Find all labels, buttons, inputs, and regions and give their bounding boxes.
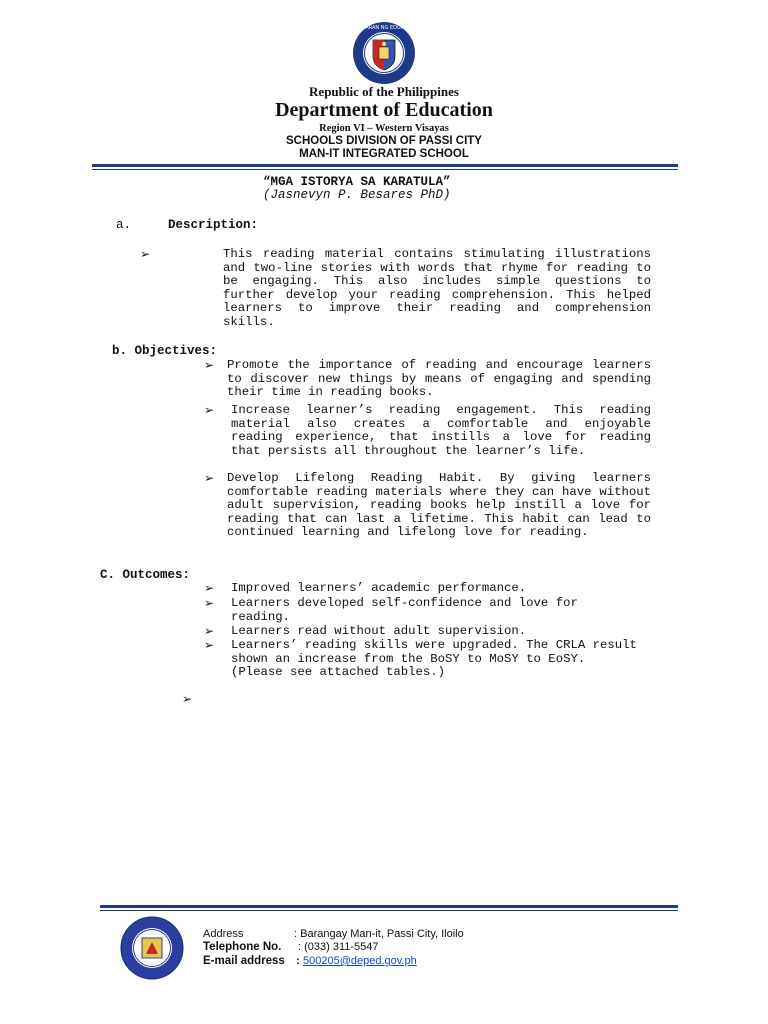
- email-label: E-mail address: [203, 955, 285, 967]
- objective-bullet: ➢: [204, 358, 215, 372]
- description-heading: Description:: [168, 218, 259, 232]
- outcome-item: Learners’ reading skills were upgraded. The CRLA result shown an increase from the BoSY to MoSY to EoSY. (Please see attached tables.): [231, 638, 637, 680]
- objective-bullet: ➢: [204, 403, 215, 417]
- trailing-bullet: ➢: [182, 692, 193, 706]
- objective-item: Promote the importance of reading and encourage learners to discover new things by means of engaging and spending their time in reading books.: [227, 358, 651, 400]
- svg-text:KAGAWARAN NG EDUKASYON: KAGAWARAN NG EDUKASYON: [347, 25, 421, 31]
- outcome-item: Learners developed self-confidence and love for reading.: [231, 596, 578, 624]
- outcome-bullet: ➢: [204, 638, 215, 652]
- header-region: Region VI – Western Visayas: [319, 123, 449, 134]
- description-bullet: ➢: [140, 247, 151, 261]
- address-label: Address: [203, 928, 244, 940]
- doc-title: “MGA ISTORYA SA KARATULA”: [263, 175, 451, 189]
- header-republic: Republic of the Philippines: [309, 84, 459, 99]
- header-school: MAN-IT INTEGRATED SCHOOL: [299, 148, 469, 160]
- description-heading-letter: a.: [116, 218, 132, 232]
- outcome-item: Improved learners’ academic performance.: [231, 581, 527, 595]
- outcome-item: Learners read without adult supervision.: [231, 624, 527, 638]
- header-division: SCHOOLS DIVISION OF PASSI CITY: [286, 135, 482, 147]
- footer-rule: [100, 905, 678, 908]
- doc-author: (Jasnevyn P. Besares PhD): [263, 188, 451, 202]
- email-link[interactable]: 500205@deped.gov.ph: [303, 955, 417, 967]
- objective-item: Develop Lifelong Reading Habit. By giving learners comfortable reading materials where they can have without adult supervision, reading books help instill a love for reading that can last a lifetime. This habit can lead to continued learning and lifelong love for reading.: [227, 471, 651, 540]
- email-separator: :: [296, 955, 300, 967]
- telephone-label: Telephone No.: [203, 941, 282, 953]
- header-rule-thin: [92, 169, 678, 170]
- telephone-value: : (033) 311-5547: [298, 941, 379, 953]
- footer-rule-thin: [100, 910, 678, 911]
- school-seal: [120, 916, 184, 980]
- objective-item: Increase learner’s reading engagement. This reading material also creates a comfortable and enjoyable reading experience, that instills a love for reading that persists all throughout the learner’s life.: [231, 403, 651, 458]
- objectives-heading: b. Objectives:: [112, 344, 218, 358]
- header-department: Department of Education: [275, 99, 493, 121]
- outcome-bullet: ➢: [204, 581, 215, 595]
- outcome-bullet: ➢: [204, 624, 215, 638]
- description-text: This reading material contains stimulating illustrations and two-line stories with words that rhyme for reading to be engaging. This also includes simple questions to further develop your reading comprehension. This helped learners to improve their reading and comprehension skills.: [223, 247, 651, 329]
- objective-bullet: ➢: [204, 471, 215, 485]
- address-value: : Barangay Man-it, Passi City, Iloilo: [294, 928, 464, 940]
- header-rule: [92, 164, 678, 167]
- outcomes-heading: C. Outcomes:: [100, 568, 191, 582]
- outcome-bullet: ➢: [204, 596, 215, 610]
- deped-seal: [346, 20, 422, 86]
